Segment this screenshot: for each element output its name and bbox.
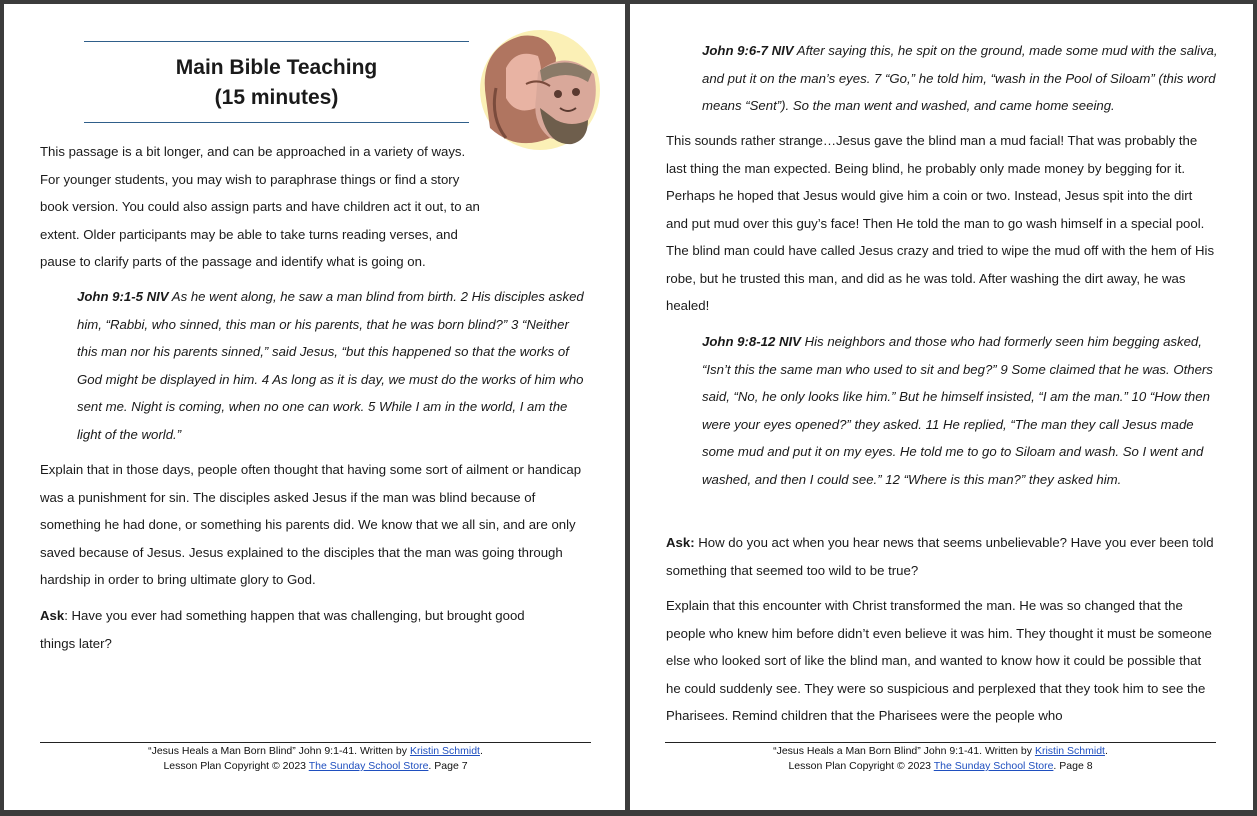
footer-punct: . [479, 745, 483, 757]
ask-label: Ask [40, 608, 65, 623]
title-line-1: Main Bible Teaching [175, 56, 378, 79]
verse-reference: John 9:6-7 NIV [702, 43, 794, 58]
intro-paragraph [40, 138, 480, 276]
page-title [84, 53, 469, 113]
store-link[interactable]: The Sunday School Store [308, 760, 429, 772]
verse-reference: John 9:8-12 NIV [702, 334, 801, 349]
footer-line-2 [40, 759, 591, 774]
footer [40, 744, 591, 774]
ask-paragraph [40, 602, 560, 657]
verse-reference: John 9:1-5 NIV [77, 289, 169, 304]
page-8 [630, 4, 1253, 810]
footer-line-1 [665, 744, 1216, 759]
store-link[interactable]: The Sunday School Store [933, 760, 1054, 772]
paragraph-text: Explain that this encounter with Christ transformed the man. He was so changed that the people who knew him before didn’t even believe it was him. They thought it must be someone else who looked sort of like the blind man, and wanted to know how it could be possible that he could suddenly see. They were so suspicious and perplexed that they took him to see the Pharisees. Remind children that the Pharisees were the people who [666, 598, 1212, 723]
verse-text: His neighbors and those who had formerly seen him begging asked, “Isn’t this the same man who used to sit and beg?” 9 Some claimed that he was. Others said, “No, he only looks like him.” But he himself insisted, “I am the man.” 10 “How then were your eyes opened?” they asked. 11 He replied, “The man they call Jesus made some mud and put it on my eyes. He told me to go to Siloam and wash. So I went and washed, and then I could see.” 12 “Where is this man?” they asked him. [702, 334, 1213, 487]
explain-paragraph [40, 456, 595, 594]
footer-page-number: . Page 8 [1053, 760, 1093, 772]
verse-block-john-9-6-7 [702, 37, 1227, 120]
title-line-2: (15 minutes) [214, 86, 339, 109]
verse-block-john-9-1-5 [77, 283, 592, 448]
verse-text: As he went along, he saw a man blind from birth. 2 His disciples asked him, “Rabbi, who sinned, this man or his parents, that he was born blind?” 3 “Neither this man nor his parents sinned,” said Jesus, “but this happened so that the works of God might be displayed in him. 4 As long as it is day, we must do the works of him who sent me. Night is coming, when no one can work. 5 While I am in the world, I am the light of the world.” [77, 289, 584, 442]
footer-page-number: . Page 7 [428, 760, 468, 772]
ask-text: How do you act when you hear news that seems unbelievable? Have you ever been told something that seemed too wild to be true? [666, 535, 1214, 578]
verse-text: After saying this, he spit on the ground, made some mud with the saliva, and put it on the man’s eyes. 7 “Go,” he told him, “wash in the Pool of Siloam” (this word means “Sent”). So the man went and washed, and came home seeing. [702, 43, 1218, 113]
footer [665, 744, 1216, 774]
author-link[interactable]: Kristin Schmidt [409, 745, 480, 757]
footer-line-2 [665, 759, 1216, 774]
author-link[interactable]: Kristin Schmidt [1034, 745, 1105, 757]
footer-copyright-text: Lesson Plan Copyright © 2023 [788, 760, 934, 772]
page-7 [4, 4, 625, 810]
ask-text: : Have you ever had something happen that was challenging, but brought good things later? [40, 608, 525, 651]
footer-line-1 [40, 744, 591, 759]
footer-rule [665, 742, 1216, 743]
illustration-image [476, 28, 604, 152]
intro-text: This passage is a bit longer, and can be approached in a variety of ways. For younger students, you may wish to paraphrase things or find a story book version. You could also assign parts and have children act it out, to an extent. Older participants may be able to take turns reading verses, and pause to clarify parts of the passage and identify what is going on. [40, 144, 480, 269]
footer-rule [40, 742, 591, 743]
ask-paragraph [666, 529, 1216, 584]
title-top-rule [84, 41, 469, 42]
transformed-paragraph [666, 592, 1216, 730]
ask-label: Ask: [666, 535, 695, 550]
title-bottom-rule [84, 122, 469, 123]
mud-facial-paragraph [666, 127, 1216, 320]
footer-copyright-text: Lesson Plan Copyright © 2023 [163, 760, 309, 772]
footer-credit-text: “Jesus Heals a Man Born Blind” John 9:1-41. Written by [773, 745, 1035, 757]
footer-credit-text: “Jesus Heals a Man Born Blind” John 9:1-41. Written by [148, 745, 410, 757]
explain-text: Explain that in those days, people often thought that having some sort of ailment or handicap was a punishment for sin. The disciples asked Jesus if the man was blind because of something he had done, or something his parents did. We know that we all sin, and are only saved because of Jesus. Jesus explained to the disciples that the man was going through hardship in order to bring ultimate glory to God. [40, 462, 582, 587]
verse-block-john-9-8-12 [702, 328, 1217, 493]
footer-punct: . [1104, 745, 1108, 757]
paragraph-text: This sounds rather strange…Jesus gave the blind man a mud facial! That was probably the last thing the man expected. Being blind, he probably only made money by begging for it. Perhaps he hoped that Jesus would give him a coin or two. Instead, Jesus spit into the dirt and put mud over this guy’s face! Then He told the man to go wash himself in a special pool. The blind man could have called Jesus crazy and tried to wipe the mud off with the hem of His robe, but he trusted this man, and did as he was told. After washing the dirt away, he was healed! [666, 133, 1215, 313]
